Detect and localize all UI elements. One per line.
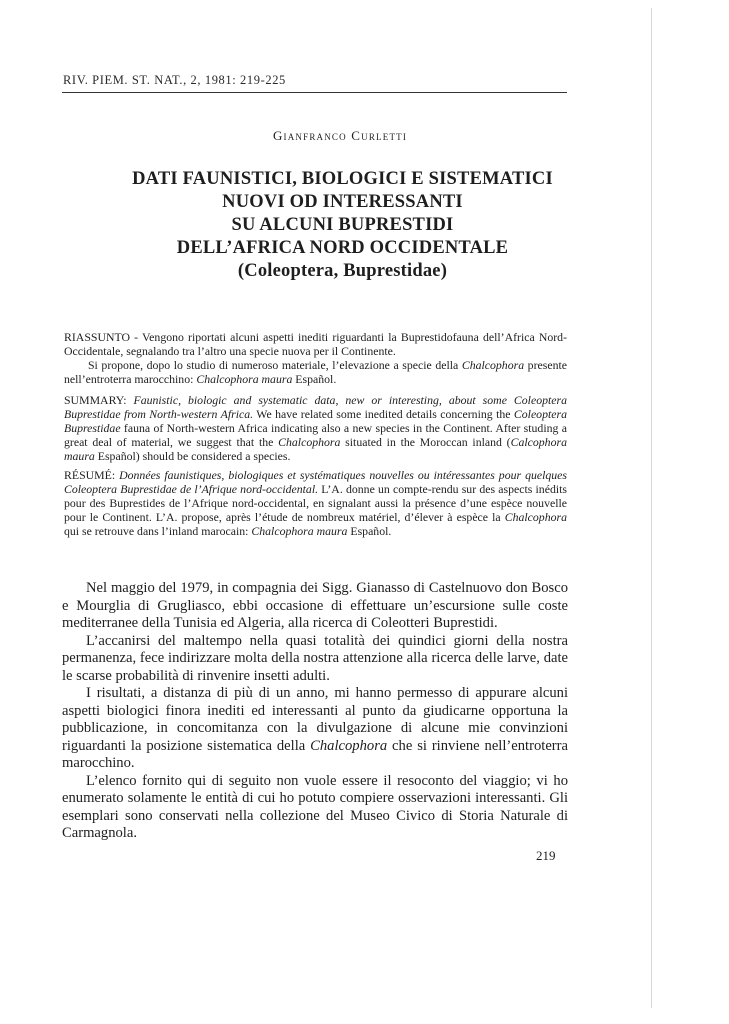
title-line-4: DELL’AFRICA NORD OCCIDENTALE <box>176 238 509 258</box>
page-number: 219 <box>536 848 556 863</box>
summary-text: We have related some inedited details concerning the <box>253 407 514 421</box>
riassunto-abstract <box>64 330 567 386</box>
genus-name: Chalcophora <box>461 358 525 372</box>
body-text: che si rinviene nell’entroterra marocchino. <box>62 737 568 771</box>
resume-paragraph <box>64 468 567 538</box>
body-paragraph: L’accanirsi del maltempo nella quasi totalità dei quindici giorni della nostra permanenza, fece indirizzare molta della nostra attenzione alla ricerca delle larve, date le scarse probabilità di rinvenire insetti adulti. <box>62 632 568 684</box>
journal-citation: RIV. PIEM. ST. NAT., 2, 1981: 219-225 <box>63 73 286 87</box>
riassunto-paragraph-2 <box>64 358 567 386</box>
genus-name: Chalcophora <box>278 435 341 449</box>
genus-name: Chalcophora <box>504 510 567 524</box>
summary-text: situated in the Moroccan inland ( <box>340 435 511 449</box>
resume-abstract <box>64 468 567 538</box>
species-name: Calcophora maura <box>64 435 567 463</box>
body-paragraph: L’elenco fornito qui di seguito non vuole essere il resoconto del viaggio; vi ho enumerato solamente le entità di cui ho potuto compiere osservazioni interessanti. Gli esemplari sono conservati nella collezione del Museo Civico di Storia Naturale di Carmagnola. <box>62 772 568 841</box>
article-title <box>90 168 595 283</box>
title-line-5: (Coleoptera, Buprestidae) <box>237 261 448 281</box>
species-name: Chalcophora maura <box>251 524 348 538</box>
genus-name: Chalcophora <box>310 737 388 754</box>
body-text: I risultati, a distanza di più di un anno, mi hanno permesso di appurare alcuni aspetti biologici finora inediti ed interessanti al punto da giudicarne opportuna la pubblicazione, in concomitanza con la divulgazione di alcune mie convinzioni riguardanti la posizione sistematica della <box>62 685 568 754</box>
riassunto-text: Si propone, dopo lo studio di numeroso materiale, l’elevazione a specie della <box>88 358 462 372</box>
summary-label: SUMMARY: <box>64 393 127 407</box>
riassunto-text: - Vengono riportati alcuni aspetti inediti riguardanti la Buprestidofauna dell’Africa Nord-Occidentale, segnalando tra l’altro una specie nuova per il Continente. <box>64 330 567 358</box>
body-paragraph <box>62 685 568 773</box>
riassunto-label: RIASSUNTO <box>64 330 130 344</box>
resume-title: Données faunistiques, biologiques et systématiques nouvelles ou intéressantes pour quelques Coleoptera Buprestidae de l’Afrique nord-occidental. <box>64 468 567 496</box>
title-line-2: NUOVI OD INTERESSANTI <box>222 192 463 212</box>
title-line-1: DATI FAUNISTICI, BIOLOGICI E SISTEMATICI <box>132 169 553 189</box>
resume-label: RÉSUMÉ: <box>64 468 116 482</box>
summary-title: Faunistic, biologic and systematic data, new or interesting, about some Coleoptera Buprestidae from North-western Africa. <box>64 393 567 421</box>
resume-text: qui se retrouve dans l’inland marocain: <box>64 524 252 538</box>
author-name: Gianfranco Curletti <box>272 128 408 143</box>
riassunto-text: presente nell’entroterra marocchino: <box>64 358 567 386</box>
taxon-name: Coleoptera Buprestidae <box>64 407 567 435</box>
resume-text: Español. <box>347 524 392 538</box>
species-name: Chalcophora maura <box>196 372 293 386</box>
resume-text: L’A. donne un compte-rendu sur des aspects inédits pour des Buprestides de l’Afrique nord-occidental, en signalant aussi la présence d’une espèce nouvelle pour le Continent. L’A. propose, après l’étude de nombreux matériel, d’élever à espèce la <box>64 482 567 524</box>
summary-paragraph <box>64 393 567 463</box>
body-paragraph: Nel maggio del 1979, in compagnia dei Sigg. Gianasso di Castelnuovo don Bosco e Mourglia di Grugliasco, ebbi occasione di effettuare un’escursione sulle coste mediterranee della Tunisia ed Algeria, alla ricerca di Coleotteri Buprestidi. <box>62 580 568 631</box>
header-rule <box>62 92 567 93</box>
summary-text: Español) should be considered a species. <box>94 449 291 463</box>
scan-edge-line <box>651 8 652 1008</box>
summary-abstract <box>64 393 567 463</box>
riassunto-text: Español. <box>292 372 337 386</box>
article-body <box>62 580 568 843</box>
riassunto-paragraph-1 <box>64 330 567 358</box>
title-line-3: SU ALCUNI BUPRESTIDI <box>231 215 454 235</box>
summary-text: fauna of North-western Africa indicating also a new species in the Continent. After studing a great deal of material, we suggest that the <box>64 421 567 449</box>
